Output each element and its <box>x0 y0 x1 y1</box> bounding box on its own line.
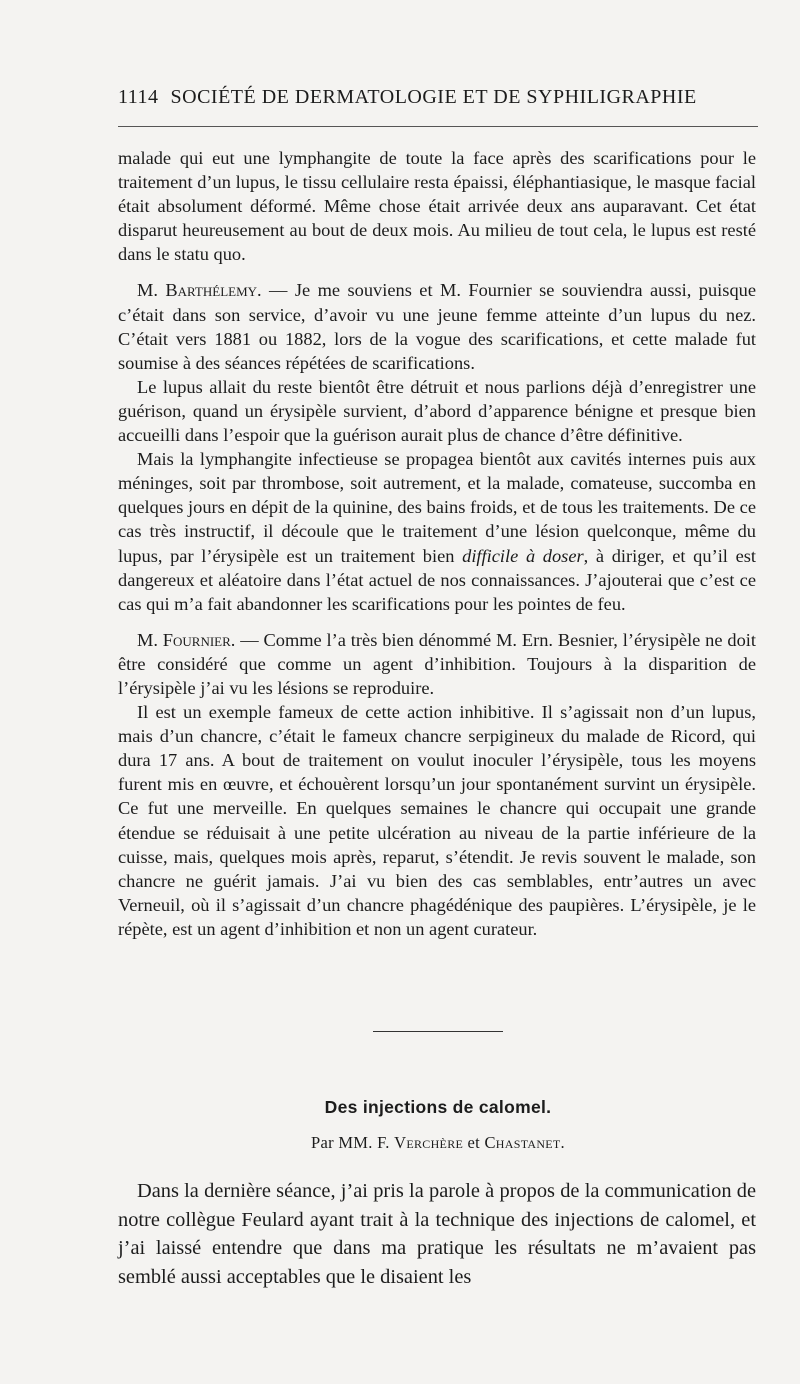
body-text <box>118 146 756 941</box>
section-divider <box>373 1031 503 1032</box>
author-verchere: Verchère <box>394 1133 464 1152</box>
page-number: 1114 <box>118 86 159 108</box>
paragraph-6: Il est un exemple fameux de cette action inhibitive. Il s’agissait non d’un lupus, mais d’un chancre, c’était le fameux chancre serpigineux du malade de Ricord, qui dura 17 ans. A bout de traitement on voulut inoculer l’érysipèle, tous les moyens furent mis en œuvre, et échouèrent lorsqu’un jour spontanément survint un érysipèle. Ce fut une merveille. En quelques semaines le chancre qui occupait une grande étendue se réduisait à une petite ulcération au niveau de la partie inférieure de la cuisse, mais, quelques mois après, reparut, s’étendit. Je revis souvent le malade, son chancre ne guérit jamais. J’ai vu bien des cas semblables, entr’autres un avec Verneuil, où il s’agissait d’un chancre phagédénique des paupières. L’érysipèle, je le répète, est un agent d’inhibition et non un agent curateur. <box>118 702 756 939</box>
paragraph-barthelemy-text: — Je me souviens et M. Fournier se souviendra aussi, puisque c’était dans son service, d’avoir vu une jeune femme atteinte d’un lupus du nez. C’était vers 1881 ou 1882, lors de la vogue des scarifications, et cette malade fut soumise à des séances répétées de scarifications. <box>118 280 756 373</box>
section-authors <box>118 1133 758 1153</box>
intro-paragraph: Dans la dernière séance, j’ai pris la parole à propos de la communication de notre collègue Feulard ayant trait à la technique des injections de calomel, et j’ai laissé entendre que dans ma pratique les résultats ne m’avaient pas semblé aussi acceptables que le disaient les <box>118 1180 756 1288</box>
paragraph-4-before: Mais la lymphangite infectieuse se propagea bientôt aux cavités internes puis aux méninges, soit par thrombose, soit autrement, et la malade, comateuse, succomba en quelques jours en dépit de la quinine, des bains froids, et de tous les traitements. De ce cas très instructif, il découle que le traitement d’une lésion quelconque, même du lupus, par l’érysipèle est un traitement bien <box>118 449 756 566</box>
header-rule <box>118 126 758 127</box>
speaker-fournier: M. Fournier. <box>137 629 236 650</box>
running-title: SOCIÉTÉ DE DERMATOLOGIE ET DE SYPHILIGRAPHIE <box>170 86 697 108</box>
author-chastanet: Chastanet. <box>484 1133 565 1152</box>
section-intro <box>118 1177 756 1291</box>
authors-prefix: Par MM. F. <box>311 1133 395 1152</box>
speaker-barthelemy: M. Barthélemy. <box>137 280 262 301</box>
paragraph-fournier <box>118 628 756 700</box>
section-title: Des injections de calomel. <box>324 1097 552 1117</box>
authors-join: et <box>463 1133 485 1152</box>
paragraph-3: Le lupus allait du reste bientôt être détruit et nous parlions déjà d’enregistrer une guérison, quand un érysipèle survient, d’abord d’apparence bénigne et presque bien accueilli dans l’espoir que la guérison aurait plus de chance d’être définitive. <box>118 376 756 446</box>
paragraph-barthelemy <box>118 278 756 374</box>
italic-phrase: difficile à doser <box>462 545 584 566</box>
paragraph-fournier-text: — Comme l’a très bien dénommé M. Ern. Besnier, l’érysipèle ne doit être considéré que comme un agent d’inhibition. Toujours à la disparition de l’érysipèle j’ai vu les lésions se reproduire. <box>118 629 756 698</box>
paragraph-1: malade qui eut une lymphangite de toute la face après des scarifications pour le traitement d’un lupus, le tissu cellulaire resta épaissi, éléphantiasique, le masque facial était absolument déformé. Même chose était arrivée deux ans auparavant. Cet état disparut heureusement au bout de deux mois. Au milieu de tout cela, le lupus est resté dans le statu quo. <box>118 148 756 265</box>
paragraph-4 <box>118 447 756 616</box>
running-header <box>118 86 758 109</box>
paragraph-4-after: , à diriger, et qu’il est dangereux et aléatoire dans l’état actuel de nos connaissances. J’ajouterai que c’est ce cas qui m’a fait abandonner les scarifications pour les pointes de feu. <box>118 545 756 614</box>
